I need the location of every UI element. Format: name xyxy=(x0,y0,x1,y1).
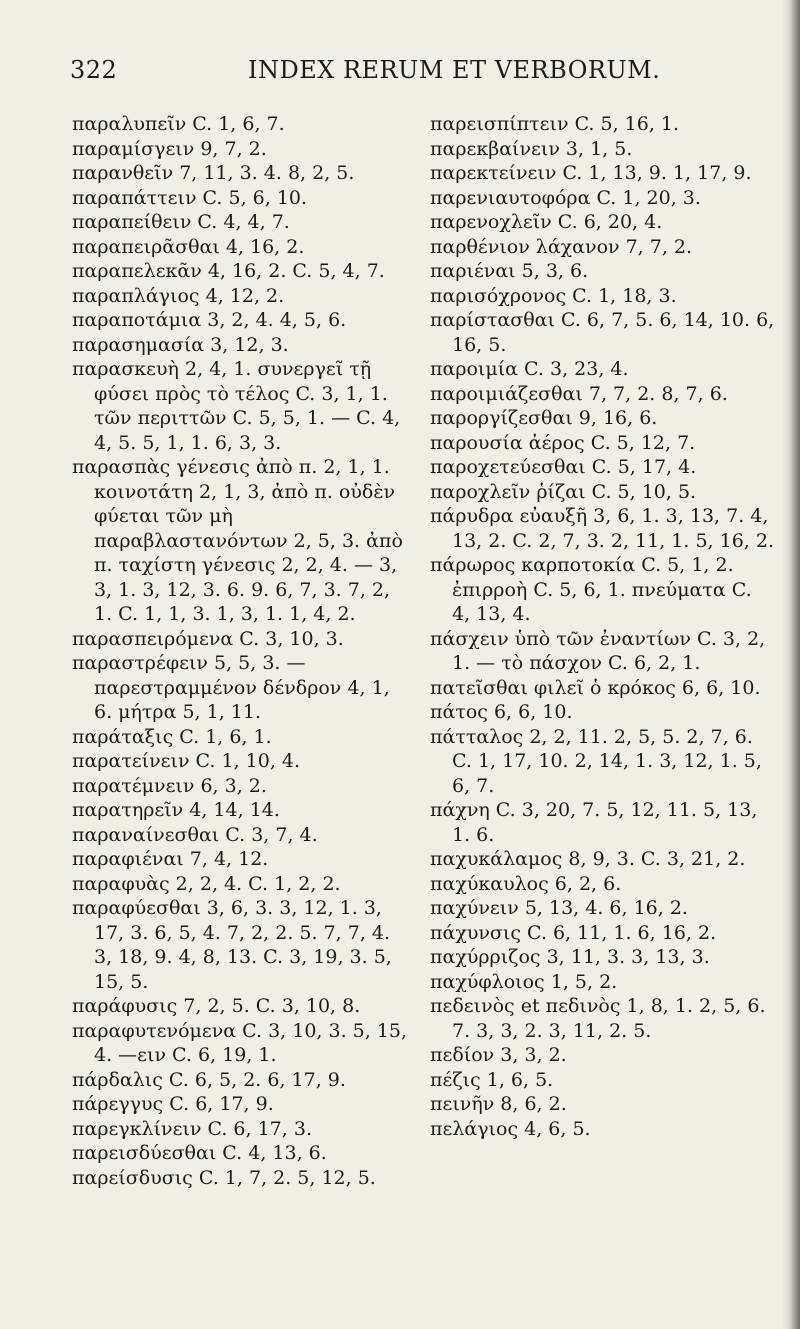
index-entry: παρουσία ἀέρος C. 5, 12, 7. xyxy=(430,431,696,454)
index-entry: παραναίνεσθαι C. 3, 7, 4. xyxy=(72,823,318,846)
index-entry: παρεγκλίνειν C. 6, 17, 3. xyxy=(72,1117,312,1140)
index-entry: παχύφλοιος 1, 5, 2. xyxy=(430,970,618,993)
index-entry: παραλυπεῖν C. 1, 6, 7. xyxy=(72,113,285,135)
index-entry: παραφιέναι 7, 4, 12. xyxy=(72,848,269,870)
index-column-right xyxy=(430,112,775,1141)
index-entry: παραστρέφειν 5, 5, 3. — παρεστραμμένον δένδρον 4, 1, 6. μήτρα 5, 1, 11. xyxy=(72,652,390,723)
index-entry: πάρωρος καρποτοκία C. 5, 1, 2. ἐπιρροὴ C. 5, 6, 1. πνεύματα C. 4, 13, 4. xyxy=(430,554,752,625)
index-entry: παρασπὰς γένεσις ἀπὸ π. 2, 1, 1. κοινοτάτη 2, 1, 3, ἀπὸ π. οὐδὲν φύεται τῶν μὴ παραβλαστανόντων 2, 5, 3. ἀπὸ π. ταχίστη γένεσις 2, 2, 4. — 3, 3, 1. 3, 12, 3. 6. 9. 6, 7, 3. 7, 2, 1. C. 1, 1, 3. 1, 3, 1. 1, 4, 2. xyxy=(72,456,403,625)
index-entry: πάρεγγυς C. 6, 17, 9. xyxy=(72,1093,274,1115)
index-entry: παραφυὰς 2, 2, 4. C. 1, 2, 2. xyxy=(72,872,341,895)
index-entry: πεδεινὸς et πεδινὸς 1, 8, 1. 2, 5, 6. 7. 3, 3, 2. 3, 11, 2. 5. xyxy=(430,995,766,1042)
index-entry: παρισόχρονος C. 1, 18, 3. xyxy=(430,284,677,307)
index-entry: παραπελεκᾶν 4, 16, 2. C. 5, 4, 7. xyxy=(72,260,385,282)
index-entry: πεινῆν 8, 6, 2. xyxy=(430,1093,567,1115)
index-entry: πάρδαλις C. 6, 5, 2. 6, 17, 9. xyxy=(72,1068,346,1091)
index-entry: παρενοχλεῖν C. 6, 20, 4. xyxy=(430,211,663,233)
index-entry: παρεκβαίνειν 3, 1, 5. xyxy=(430,137,633,160)
index-entry: πάχυνσις C. 6, 11, 1. 6, 16, 2. xyxy=(430,921,717,944)
index-entry: παρασημασία 3, 12, 3. xyxy=(72,333,289,356)
index-entry: παροχλεῖν ῥίζαι C. 5, 10, 5. xyxy=(430,480,697,503)
index-entry: πάχνη C. 3, 20, 7. 5, 12, 11. 5, 13, 1. 6. xyxy=(430,799,758,846)
index-entry: παραφυτενόμενα C. 3, 10, 3. 5, 15, 4. —ειν C. 6, 19, 1. xyxy=(72,1019,408,1066)
index-entry: παράφυσις 7, 2, 5. C. 3, 10, 8. xyxy=(72,995,361,1017)
index-entry: παχύρριζος 3, 11, 3. 3, 13, 3. xyxy=(430,946,710,968)
index-entry: παριέναι 5, 3, 6. xyxy=(430,260,589,282)
index-entry: παροργίζεσθαι 9, 16, 6. xyxy=(430,407,658,429)
index-entry: παρατηρεῖν 4, 14, 14. xyxy=(72,799,280,821)
index-entry: παραφύεσθαι 3, 6, 3. 3, 12, 1. 3, 17, 3. 6, 5, 4. 7, 2, 2. 5. 7, 7, 4. 3, 18, 9. 4, 8, 13. C. 3, 19, 3. 5, 15, 5. xyxy=(72,897,392,993)
index-entry: παρανθεῖν 7, 11, 3. 4. 8, 2, 5. xyxy=(72,162,355,184)
index-entry: παροιμία C. 3, 23, 4. xyxy=(430,358,629,380)
index-entry: παρατέμνειν 6, 3, 2. xyxy=(72,774,267,797)
page-header xyxy=(68,52,768,92)
index-entry: πάτος 6, 6, 10. xyxy=(430,701,573,723)
index-entry: παρθένιον λάχανον 7, 7, 2. xyxy=(430,235,693,258)
index-entry: πάσχειν ὑπὸ τῶν ἐναντίων C. 3, 2, 1. — τὸ πάσχον C. 6, 2, 1. xyxy=(430,627,766,674)
index-entry: πάτταλος 2, 2, 11. 2, 5, 5. 2, 7, 6. C. 1, 17, 10. 2, 14, 1. 3, 12, 1. 5, 6, 7. xyxy=(430,725,762,797)
index-entry: παραπείθειν C. 4, 4, 7. xyxy=(72,211,290,233)
index-entry: πεδίον 3, 3, 2. xyxy=(430,1044,567,1066)
index-entry: παχύκαυλος 6, 2, 6. xyxy=(430,872,622,895)
index-entry: παρεισπίπτειν C. 5, 16, 1. xyxy=(430,113,680,135)
index-entry: πατεῖσθαι φιλεῖ ὁ κρόκος 6, 6, 10. xyxy=(430,676,761,699)
index-entry: παραποτάμια 3, 2, 4. 4, 5, 6. xyxy=(72,309,347,331)
index-entry: παρεκτείνειν C. 1, 13, 9. 1, 17, 9. xyxy=(430,162,752,184)
index-entry: πελάγιος 4, 6, 5. xyxy=(430,1117,591,1140)
index-entry: παρίστασθαι C. 6, 7, 5. 6, 14, 10. 6, 16, 5. xyxy=(430,309,775,356)
running-title: INDEX RERUM ET VERBORUM. xyxy=(248,56,661,84)
index-entry: παρασπειρόμενα C. 3, 10, 3. xyxy=(72,627,344,650)
index-entry: παράταξις C. 1, 6, 1. xyxy=(72,725,272,748)
index-entry: παραμίσγειν 9, 7, 2. xyxy=(72,137,267,160)
index-entry: παχύνειν 5, 13, 4. 6, 16, 2. xyxy=(430,897,688,919)
index-entry: παχυκάλαμος 8, 9, 3. C. 3, 21, 2. xyxy=(430,848,746,870)
index-entry: παροχετεύεσθαι C. 5, 17, 4. xyxy=(430,456,697,478)
index-entry: πάρυδρα εὐαυξῆ 3, 6, 1. 3, 13, 7. 4, 13, 2. C. 2, 7, 3. 2, 11, 1. 5, 16, 2. xyxy=(430,505,775,552)
index-entry: παρεισδύεσθαι C. 4, 13, 6. xyxy=(72,1142,327,1164)
index-entry: παρενιαυτοφόρα C. 1, 20, 3. xyxy=(430,186,701,209)
index-column-left xyxy=(72,112,412,1190)
index-entry: παρείσδυσις C. 1, 7, 2. 5, 12, 5. xyxy=(72,1166,376,1189)
page-edge-shadow xyxy=(782,0,800,1329)
index-entry: παροιμιάζεσθαι 7, 7, 2. 8, 7, 6. xyxy=(430,382,728,405)
index-entry: πέζις 1, 6, 5. xyxy=(430,1068,554,1091)
index-entry: παραπλάγιος 4, 12, 2. xyxy=(72,284,285,307)
index-entry: παρατείνειν C. 1, 10, 4. xyxy=(72,750,301,772)
index-entry: παρασκευὴ 2, 4, 1. συνεργεῖ τῇ φύσει πρὸς τὸ τέλος C. 3, 1, 1. τῶν περιττῶν C. 5, 5, 1. — C. 4, 4, 5. 5, 1, 1. 6, 3, 3. xyxy=(72,358,401,454)
index-entry: παραπειρᾶσθαι 4, 16, 2. xyxy=(72,235,305,258)
index-entry: παραπάττειν C. 5, 6, 10. xyxy=(72,186,308,209)
page-number: 322 xyxy=(70,56,118,84)
